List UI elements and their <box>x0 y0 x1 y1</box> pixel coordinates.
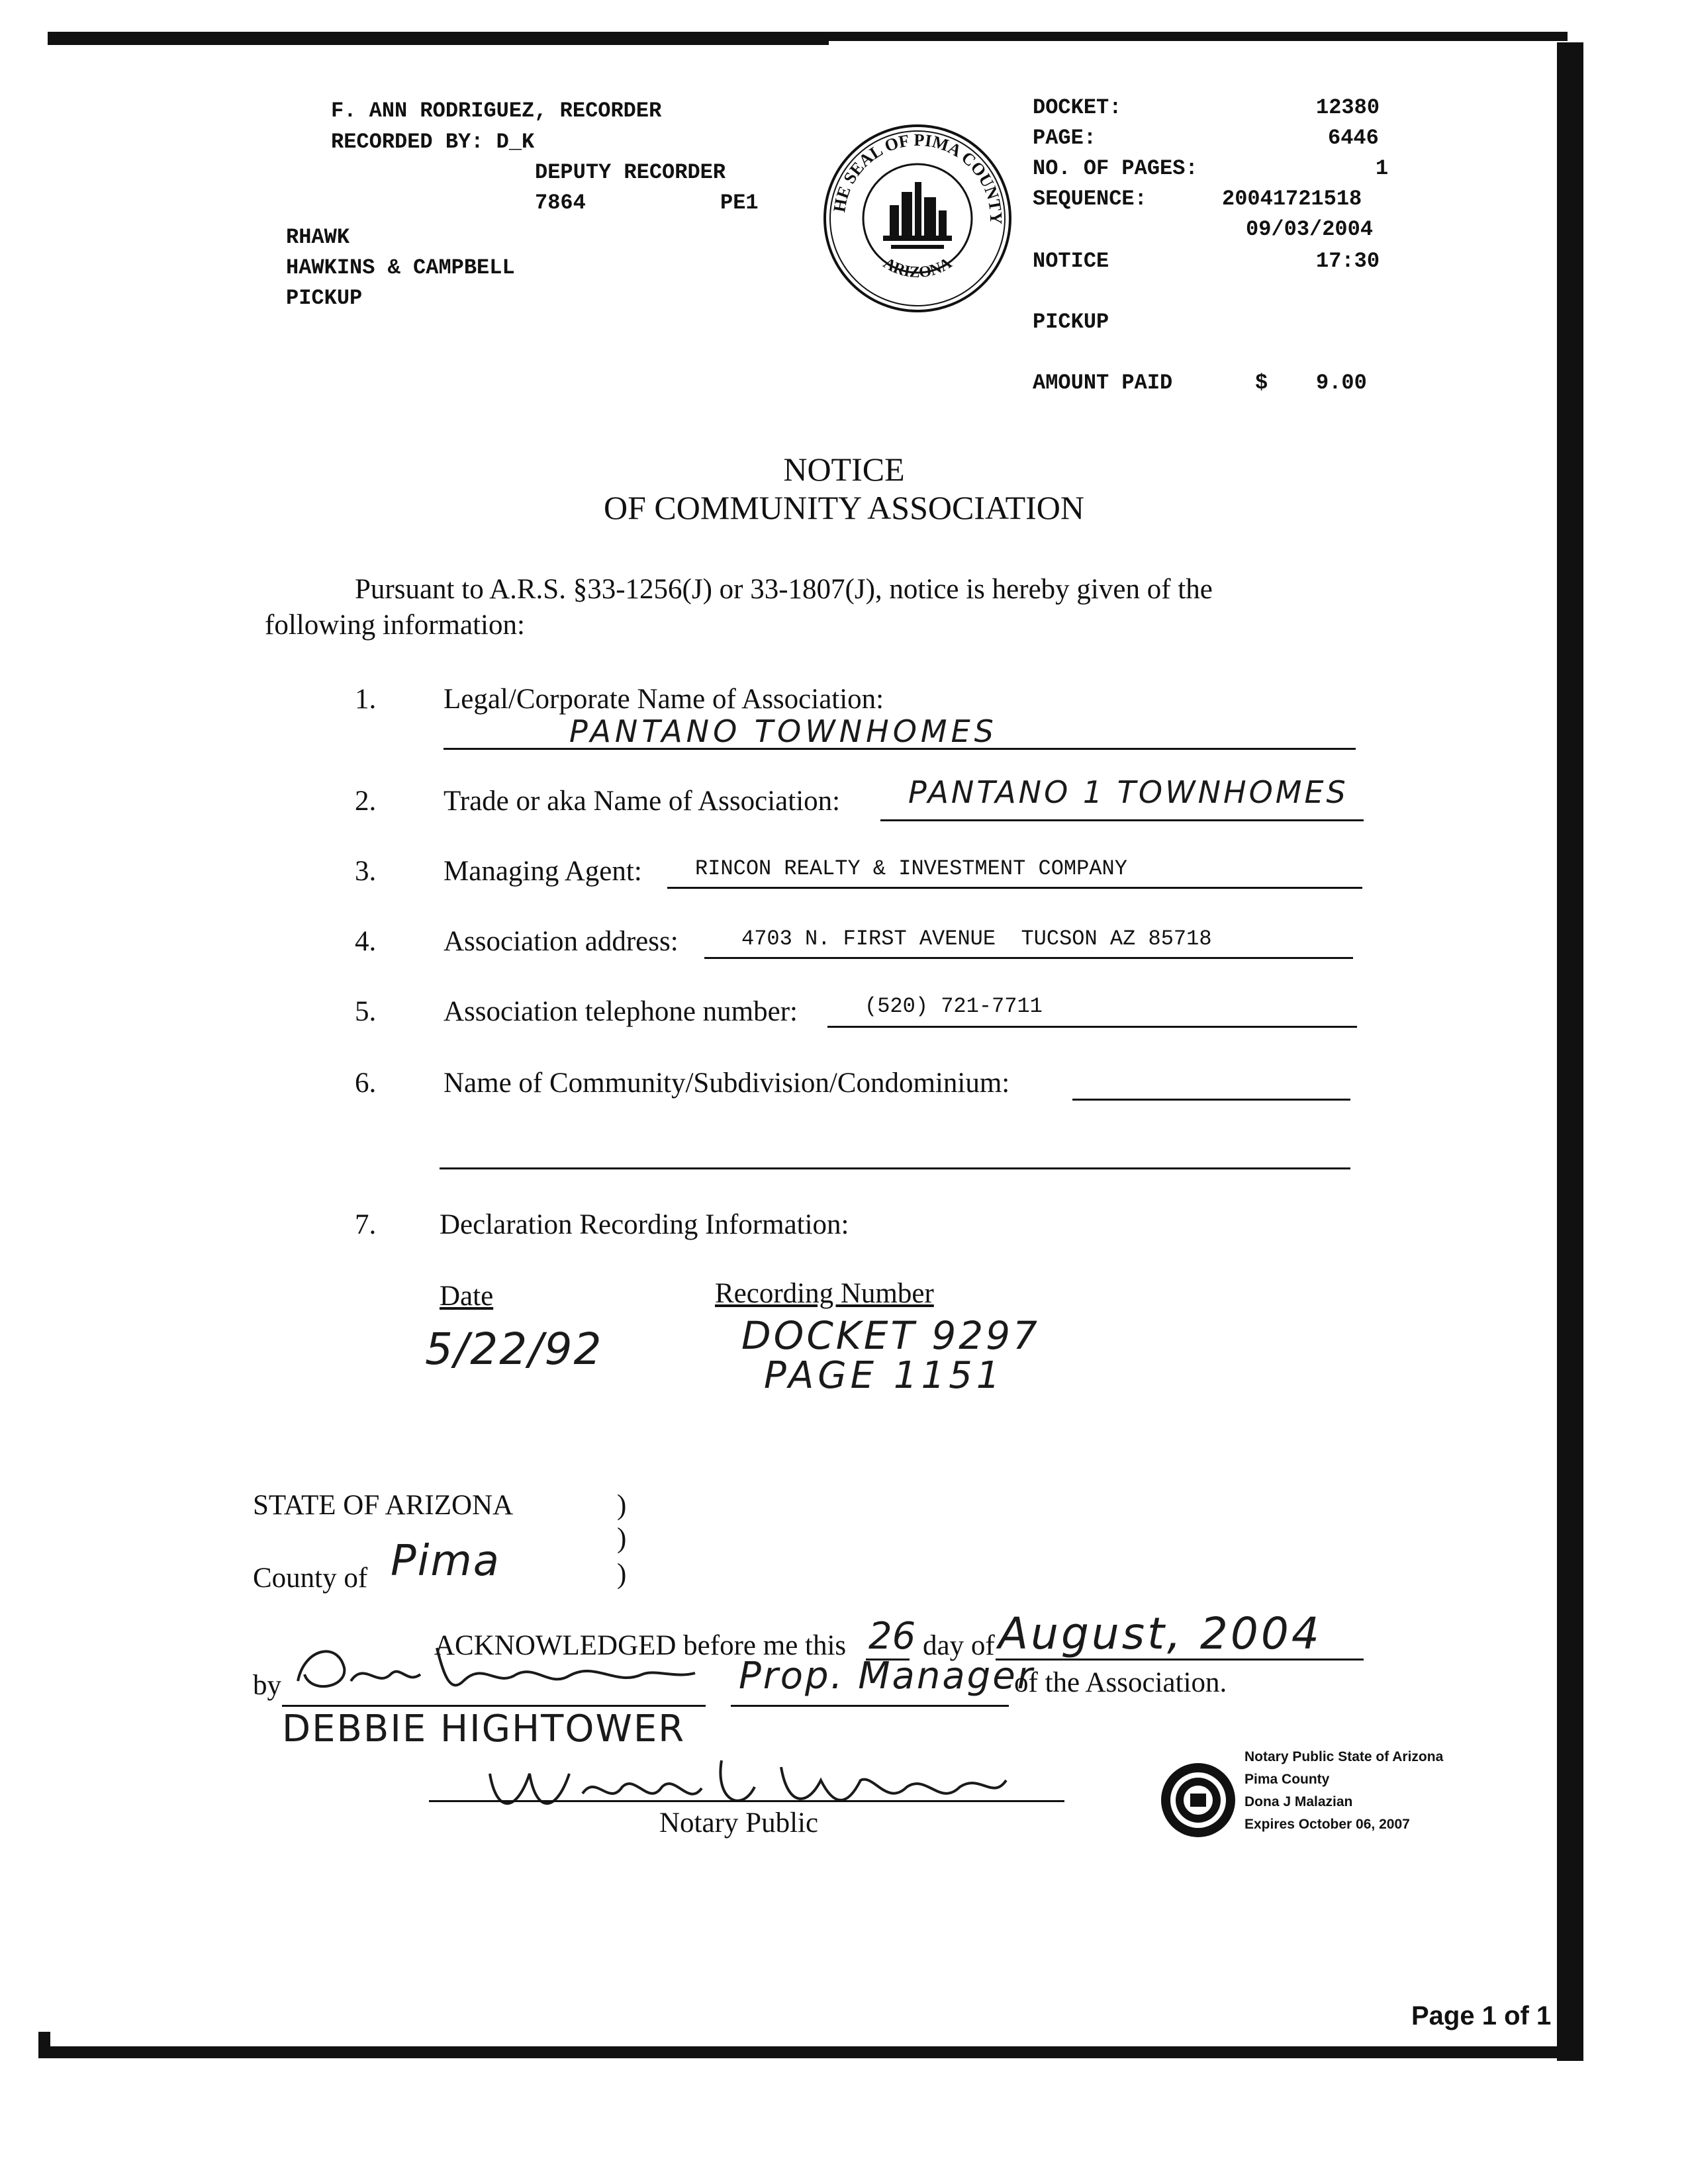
recorder-name: F. ANN RODRIGUEZ, RECORDER <box>331 99 662 123</box>
recorded-date: 09/03/2004 <box>1246 217 1374 242</box>
notary-stamp-line4: Expires October 06, 2007 <box>1244 1817 1410 1832</box>
side-digit: 4 <box>1558 1780 1575 1810</box>
recorder-code: 7864 <box>535 191 586 215</box>
ack-of-association: of the Association. <box>1014 1667 1227 1698</box>
submitter-pickup: PICKUP <box>286 286 363 310</box>
signatory-printed-name: DEBBIE HIGHTOWER <box>282 1707 686 1751</box>
sequence-label: SEQUENCE: <box>1033 187 1147 211</box>
item-number-5: 5. <box>355 996 377 1027</box>
amount-paid-label: AMOUNT PAID <box>1033 371 1173 395</box>
managing-agent-value: RINCON REALTY & INVESTMENT COMPANY <box>695 856 1127 881</box>
pages-label: NO. OF PAGES: <box>1033 156 1198 181</box>
pima-county-seal <box>818 119 1017 318</box>
item-label-trade-name: Trade or aka Name of Association: <box>444 786 841 817</box>
intro-line1: Pursuant to A.R.S. §33-1256(J) or 33-1807(J), notice is hereby given of the <box>355 574 1213 605</box>
page-label: PAGE: <box>1033 126 1097 150</box>
amount-paid-value: 9.00 <box>1316 371 1367 395</box>
submitter-firm: HAWKINS & CAMPBELL <box>286 255 515 280</box>
trade-name-underline <box>880 819 1364 821</box>
signatory-underline <box>282 1705 706 1707</box>
item-label-telephone: Association telephone number: <box>444 996 798 1027</box>
sequence-value: 20041721518 <box>1222 187 1362 211</box>
ack-month-year: August, 2004 <box>998 1608 1322 1659</box>
address-value: 4703 N. FIRST AVENUE TUCSON AZ 85718 <box>741 927 1212 951</box>
side-digit: 8 <box>1558 1615 1575 1645</box>
amount-currency: $ <box>1255 371 1268 395</box>
side-digit: 6 <box>1558 1813 1575 1843</box>
notary-stamp-line3: Dona J Malazian <box>1244 1794 1353 1809</box>
docket-label: DOCKET: <box>1033 95 1122 120</box>
ack-text: ACKNOWLEDGED before me this <box>434 1630 847 1661</box>
signatory-title-underline <box>731 1705 1009 1707</box>
trade-name-value: PANTANO 1 TOWNHOMES <box>908 774 1348 810</box>
recorder-code-2: PE1 <box>720 191 759 215</box>
document-title-line2: OF COMMUNITY ASSOCIATION <box>603 489 1084 526</box>
telephone-value: (520) 721-7711 <box>865 994 1043 1019</box>
item-number-1: 1. <box>355 684 377 715</box>
recorded-time: 17:30 <box>1316 249 1380 273</box>
scan-border-top-inner <box>48 41 829 45</box>
page-value: 6446 <box>1328 126 1379 150</box>
intro-line2: following information: <box>265 610 525 641</box>
seal-bottom-text: ARIZONA <box>880 254 955 282</box>
venue-county-label: County of <box>253 1563 368 1594</box>
recording-page-value: PAGE 1151 <box>764 1354 1004 1397</box>
recording-date-header: Date <box>440 1281 494 1312</box>
page-number: Page 1 of 1 <box>1411 2001 1552 2030</box>
document-title-line1: NOTICE <box>783 451 905 488</box>
community-name-underline-2 <box>440 1167 1350 1169</box>
item-label-community-name: Name of Community/Subdivision/Condominium: <box>444 1068 1010 1099</box>
address-underline <box>704 957 1353 959</box>
notary-stamp-line1: Notary Public State of Arizona <box>1244 1749 1444 1764</box>
ack-day-of: day of <box>923 1630 995 1661</box>
community-name-underline <box>1072 1099 1350 1101</box>
notary-stamp-line2: Pima County <box>1244 1772 1330 1787</box>
delivery-method: PICKUP <box>1033 310 1109 334</box>
venue-paren-1: ) <box>617 1490 627 1521</box>
item-number-2: 2. <box>355 786 377 817</box>
scan-border-bottom <box>38 2046 1583 2058</box>
item-label-address: Association address: <box>444 926 679 957</box>
notary-signature-underline <box>429 1800 1064 1802</box>
side-digit: 6 <box>1558 1714 1575 1744</box>
side-digit: 0 <box>1558 1681 1575 1711</box>
submitter-code: RHAWK <box>286 225 350 250</box>
recording-docket-value: DOCKET 9297 <box>741 1313 1040 1358</box>
scan-border-top <box>48 32 1568 41</box>
notary-seal-icon <box>1158 1760 1238 1840</box>
deputy-recorder: DEPUTY RECORDER <box>535 160 726 185</box>
seal-icon <box>818 119 1017 318</box>
ack-by: by <box>253 1670 281 1701</box>
side-digit: 3 <box>1558 1582 1575 1612</box>
seal-top-text: HE SEAL OF PIMA COUNTY <box>829 130 1006 225</box>
ack-month-underline <box>996 1659 1364 1661</box>
notary-public-label: Notary Public <box>659 1807 819 1839</box>
managing-agent-underline <box>667 887 1362 889</box>
ack-day: 26 <box>868 1615 916 1658</box>
docket-value: 12380 <box>1316 95 1380 120</box>
item-label-declaration: Declaration Recording Information: <box>440 1209 849 1240</box>
signatory-signature <box>285 1635 708 1707</box>
item-number-3: 3. <box>355 856 377 887</box>
side-digit: 2 <box>1558 1549 1575 1578</box>
side-digit: 0 <box>1558 1648 1575 1678</box>
venue-county-value: Pima <box>391 1537 500 1586</box>
document-type: NOTICE <box>1033 249 1109 273</box>
recording-date-value: 5/22/92 <box>425 1324 603 1375</box>
item-label-legal-name: Legal/Corporate Name of Association: <box>444 684 884 715</box>
signatory-title: Prop. Manager <box>739 1655 1035 1698</box>
recorded-by: RECORDED BY: D_K <box>331 130 535 154</box>
item-label-managing-agent: Managing Agent: <box>444 856 642 887</box>
venue-paren-2: ) <box>617 1523 627 1554</box>
side-docket-number <box>1552 1514 1582 1845</box>
item-number-4: 4. <box>355 926 377 957</box>
item-number-6: 6. <box>355 1068 377 1099</box>
venue-paren-3: ) <box>617 1559 627 1590</box>
side-digit: 4 <box>1558 1747 1575 1777</box>
item-number-7: 7. <box>355 1209 377 1240</box>
pages-value: 1 <box>1376 156 1389 181</box>
recording-number-header: Recording Number <box>715 1278 934 1309</box>
svg-text:ARIZONA <box>880 254 955 281</box>
legal-name-value: PANTANO TOWNHOMES <box>569 713 998 749</box>
venue-state: STATE OF ARIZONA <box>253 1490 514 1521</box>
telephone-underline <box>827 1026 1357 1028</box>
side-digit: 1 <box>1558 1516 1575 1545</box>
